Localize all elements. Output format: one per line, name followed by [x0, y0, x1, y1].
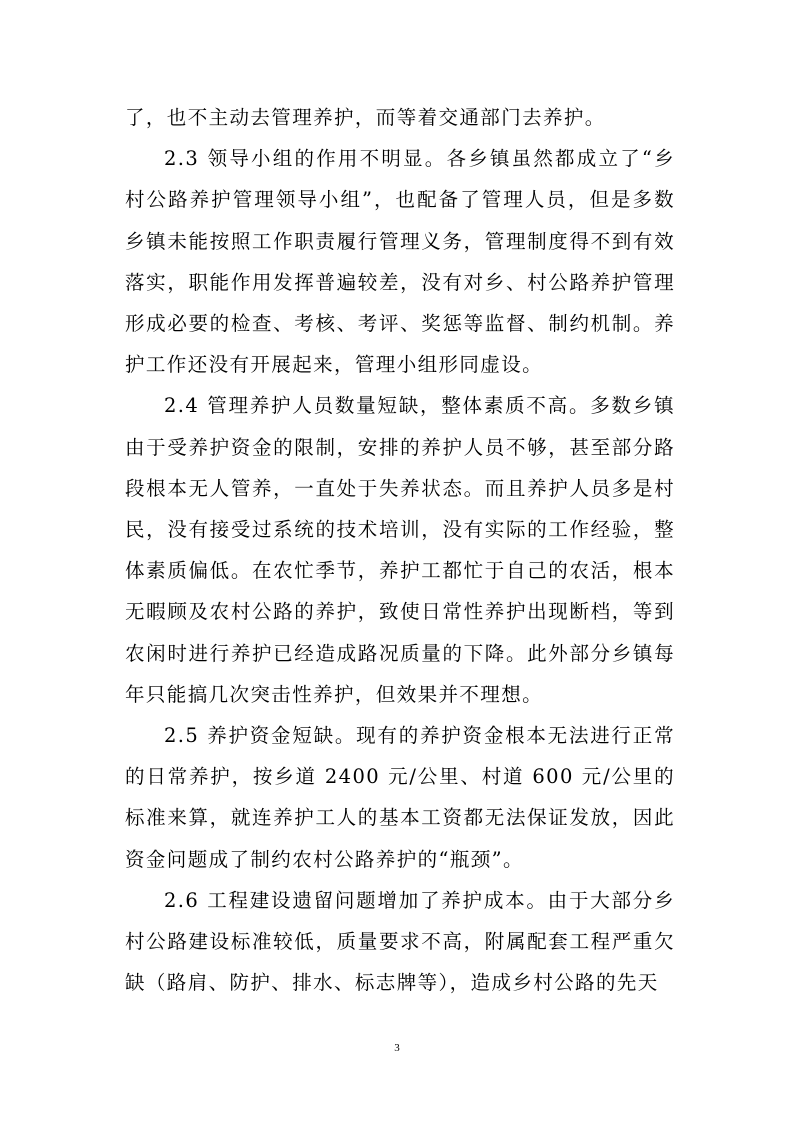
paragraph-2-6-construction-legacy: 2.6 工程建设遗留问题增加了养护成本。由于大部分乡村公路建设标准较低，质量要求不高，附属配套工程严重欠缺（路肩、防护、排水、标志牌等），造成乡村公路的先天 [125, 888, 675, 995]
paragraph-2-4-maintenance-staff: 2.4 管理养护人员数量短缺，整体素质不高。多数乡镇由于受养护资金的限制，安排的养护人员不够，甚至部分路段根本无人管养，一直处于失养状态。而且养护人员多是村民，没有接受过系统的技术培训，没有实际的工作经验，整体素质偏低。在农忙季节，养护工都忙于自己的农活，根本无暇顾及农村公路的养护，致使日常性养护出现断档，等到农闲时进行养护已经造成路况质量的下降。此外部分乡镇每年只能搞几次突击性养护，但效果并不理想。 [125, 394, 675, 706]
paragraph-2-5-maintenance-funds: 2.5 养护资金短缺。现有的养护资金根本无法进行正常的日常养护，按乡道 2400 元/公里、村道 600 元/公里的标准来算，就连养护工人的基本工资都无法保证发放，因此资金问题成了制约农村公路养护的“瓶颈”。 [125, 724, 675, 871]
body-text [125, 97, 675, 1003]
page-number: 3 [394, 1042, 400, 1054]
paragraph-2-3-leadership-group: 2.3 领导小组的作用不明显。各乡镇虽然都成立了“乡村公路养护管理领导小组”，也配备了管理人员，但是多数乡镇未能按照工作职责履行管理义务，管理制度得不到有效落实，职能作用发挥普遍较差，没有对乡、村公路养护管理形成必要的检查、考核、考评、奖惩等监督、制约机制。养护工作还没有开展起来，管理小组形同虚设。 [125, 147, 675, 377]
paragraph-continuation: 了，也不主动去管理养护，而等着交通部门去养护。 [125, 106, 606, 129]
